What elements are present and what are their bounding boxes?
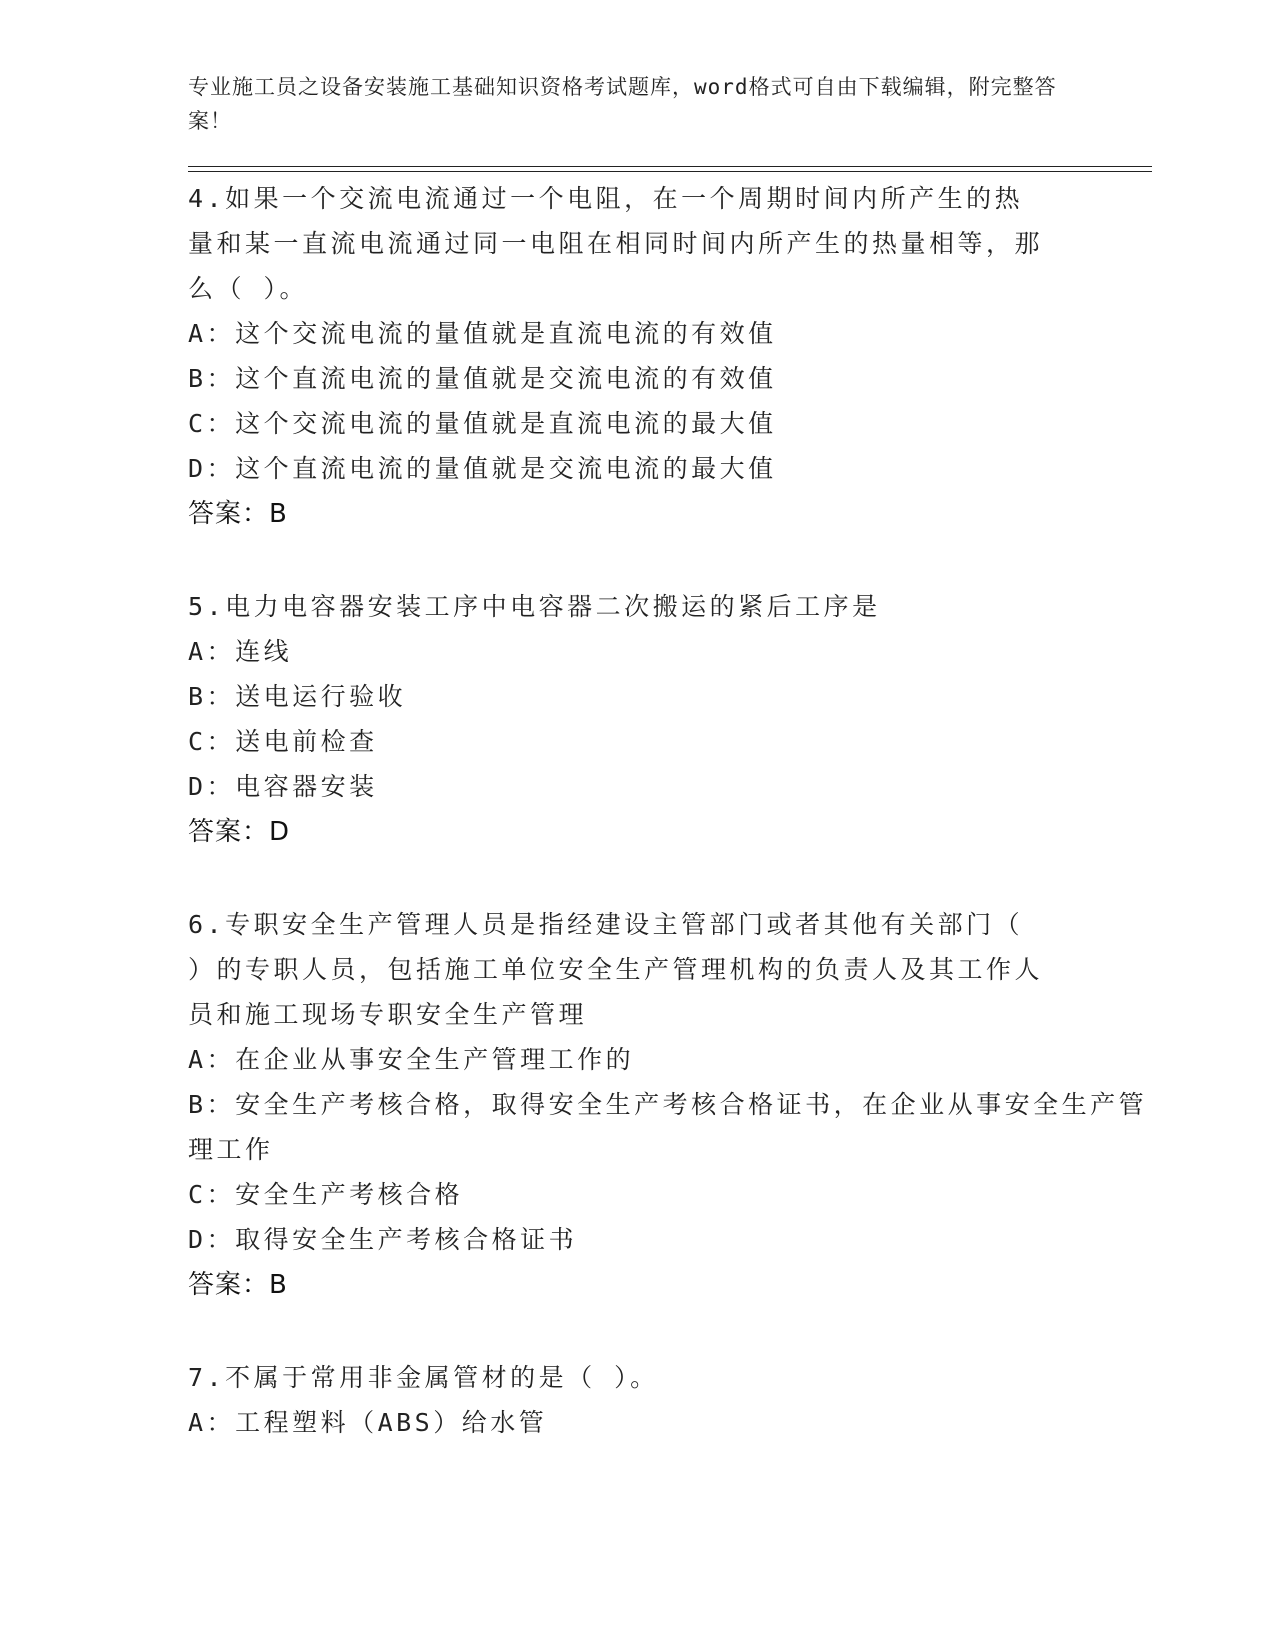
option-letter: D：: [188, 1225, 236, 1254]
option-b: [188, 356, 1158, 401]
option-a: [188, 629, 1158, 674]
option-letter: B：: [188, 1090, 236, 1119]
option-text: 工程塑料（ABS）给水管: [235, 1408, 548, 1437]
question-stem: 5.电力电容器安装工序中电容器二次搬运的紧后工序是: [188, 592, 881, 621]
option-letter: B：: [188, 364, 236, 393]
option-letter: A：: [188, 637, 236, 666]
option-d: [188, 446, 1158, 491]
answer-line: 答案：B: [188, 1270, 288, 1300]
option-d: [188, 1217, 1158, 1262]
option-letter: D：: [188, 772, 236, 801]
option-letter: D：: [188, 454, 236, 483]
option-a: [188, 311, 1158, 356]
option-b: [188, 1082, 1158, 1172]
option-text: 送电运行验收: [235, 682, 407, 711]
option-letter: B：: [188, 682, 236, 711]
option-text: 这个交流电流的量值就是直流电流的最大值: [235, 409, 777, 438]
option-d: [188, 764, 1158, 809]
option-letter: C：: [188, 409, 236, 438]
option-text: 这个交流电流的量值就是直流电流的有效值: [235, 319, 777, 348]
question-6: [188, 902, 1158, 1308]
question-list: [188, 176, 1158, 1445]
option-letter: C：: [188, 727, 236, 756]
question-4: [188, 176, 1158, 537]
answer-line: 答案：B: [188, 499, 288, 529]
option-a: [188, 1037, 1158, 1082]
document-page: [188, 70, 1158, 1492]
option-text: 这个直流电流的量值就是交流电流的有效值: [235, 364, 777, 393]
question-stem: 6.专职安全生产管理人员是指经建设主管部门或者其他有关部门（ ）的专职人员，包括施工单位安全生产管理机构的负责人及其工作人员和施工现场专职安全生产管理: [188, 910, 1044, 1029]
option-letter: A：: [188, 1408, 236, 1437]
answer-line: 答案：D: [188, 817, 291, 847]
option-text: 电容器安装: [235, 772, 378, 801]
question-5: [188, 584, 1158, 855]
option-letter: A：: [188, 319, 236, 348]
option-c: [188, 719, 1158, 764]
option-letter: A：: [188, 1045, 236, 1074]
header-divider: [188, 166, 1152, 172]
option-text: 取得安全生产考核合格证书: [235, 1225, 578, 1254]
option-c: [188, 401, 1158, 446]
option-c: [188, 1172, 1158, 1217]
option-text: 在企业从事安全生产管理工作的: [235, 1045, 635, 1074]
option-a: [188, 1400, 1158, 1445]
option-letter: C：: [188, 1180, 236, 1209]
option-b: [188, 674, 1158, 719]
document-header: 专业施工员之设备安装施工基础知识资格考试题库，word格式可自由下载编辑，附完整答案！: [188, 75, 1057, 133]
option-text: 送电前检查: [235, 727, 378, 756]
option-text: 安全生产考核合格: [235, 1180, 464, 1209]
question-7: [188, 1355, 1158, 1445]
option-text: 连线: [235, 637, 293, 666]
question-stem: 7.不属于常用非金属管材的是（ ）。: [188, 1363, 659, 1392]
option-text: 这个直流电流的量值就是交流电流的最大值: [235, 454, 777, 483]
question-stem: 4.如果一个交流电流通过一个电阻，在一个周期时间内所产生的热量和某一直流电流通过同一电阻在相同时间内所产生的热量相等，那么（ ）。: [188, 184, 1044, 303]
option-text: 安全生产考核合格，取得安全生产考核合格证书，在企业从事安全生产管理工作: [188, 1090, 1148, 1164]
